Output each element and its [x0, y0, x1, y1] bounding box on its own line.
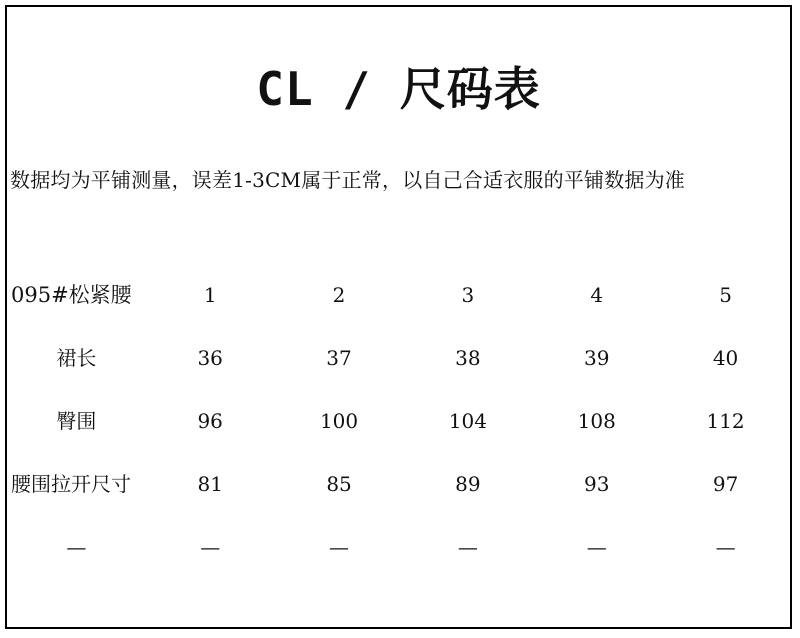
size-chart-sheet — [5, 5, 792, 629]
table-cell: 89 — [455, 471, 481, 496]
table-cell: 96 — [197, 408, 223, 433]
table-cell: 97 — [712, 471, 739, 496]
table-cell: 38 — [455, 345, 481, 370]
table-cell: 85 — [326, 471, 352, 496]
size-header-4: 4 — [590, 282, 604, 307]
table-cell: 40 — [712, 345, 739, 370]
size-header-5: 5 — [719, 282, 732, 307]
table-cell: — — [586, 534, 607, 559]
size-table — [7, 263, 790, 578]
table-cell: 100 — [319, 408, 359, 433]
measurement-note: 数据均为平铺测量，误差1-3CM属于正常，以自己合适衣服的平铺数据为准 — [10, 168, 685, 192]
page-title: CL / 尺码表 — [256, 62, 541, 116]
size-header-3: 3 — [461, 282, 475, 307]
table-cell: 104 — [448, 408, 487, 433]
table-row-placeholder — [7, 515, 790, 578]
table-cell: 112 — [706, 408, 745, 433]
table-row-skirt-length — [7, 326, 790, 389]
table-row-waist-stretched — [7, 452, 790, 515]
table-cell: 93 — [584, 471, 610, 496]
table-row-hip — [7, 389, 790, 452]
table-cell: 36 — [197, 345, 223, 370]
table-cell: — — [715, 534, 736, 559]
table-cell: 81 — [197, 471, 223, 496]
size-header-2: 2 — [332, 282, 346, 307]
row-label: — — [66, 534, 87, 559]
size-header-1: 1 — [203, 282, 217, 307]
row-label: 腰围拉开尺寸 — [11, 471, 131, 496]
table-cell: — — [329, 534, 350, 559]
row-label: 臀围 — [56, 408, 97, 433]
style-code-label: 095#松紧腰 — [11, 282, 132, 307]
table-cell: 39 — [583, 345, 610, 370]
table-cell: — — [457, 534, 478, 559]
table-header-row — [7, 263, 790, 326]
table-cell: 37 — [326, 345, 352, 370]
table-cell: 108 — [577, 408, 616, 433]
row-label: 裙长 — [56, 345, 97, 370]
table-cell: — — [200, 534, 221, 559]
